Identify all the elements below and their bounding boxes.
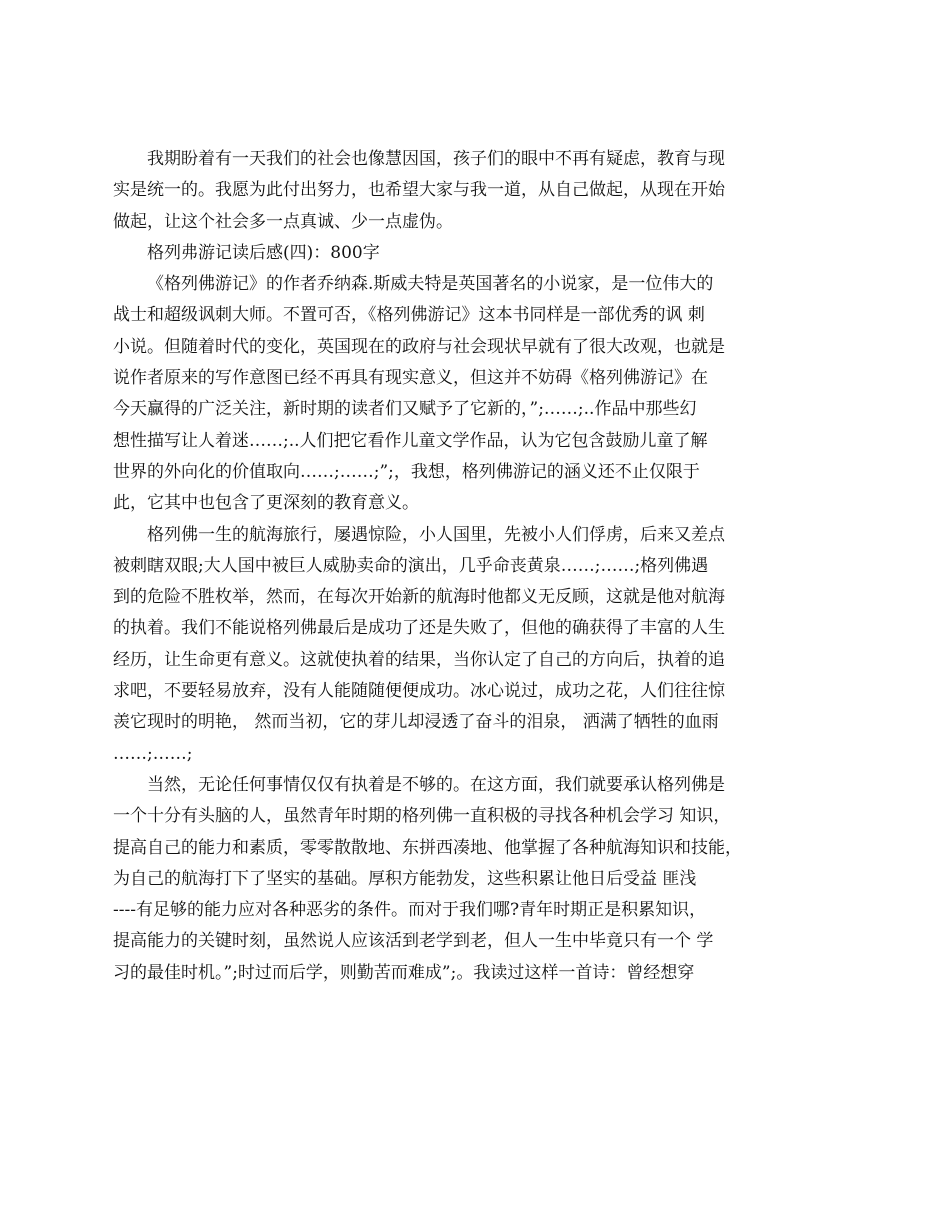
text-line: 提高能力的关键时刻，虽然说人应该活到老学到老，但人一生中毕竟只有一个 学 [113, 931, 714, 952]
document-body [113, 144, 833, 989]
paragraph [113, 770, 833, 989]
text-line: 实是统一的。我愿为此付出努力，也希望大家与我一道，从自己做起，从现在开始 [113, 180, 725, 201]
paragraph [113, 144, 833, 238]
text-line: 今天赢得的广泛关注，新时期的读者们又赋予了它新的，”;……;..作品中那些幻 [113, 399, 697, 420]
text-line: 《格列佛游记》的作者乔纳森.斯威夫特是英国著名的小说家，是一位伟大的 [147, 274, 714, 295]
text-line: 羡它现时的明艳， 然而当初，它的芽儿却浸透了奋斗的泪泉， 洒满了牺牲的血雨 [113, 712, 719, 733]
text-line: 小说。但随着时代的变化，英国现在的政府与社会现状早就有了很大改观，也就是 [113, 336, 725, 357]
text-line: 格列佛一生的航海旅行，屡遇惊险，小人国里，先被小人们俘虏，后来又差点 [147, 524, 725, 545]
text-line: 被刺瞎双眼;大人国中被巨人威胁卖命的演出，几乎命丧黄泉……;……;格列佛遇 [113, 555, 709, 576]
text-line: 想性描写让人着迷……;..人们把它看作儿童文学作品，认为它包含鼓励儿童了解 [113, 430, 708, 451]
text-line: 当然，无论任何事情仅仅有执着是不够的。在这方面，我们就要承认格列佛是 [147, 774, 725, 795]
text-line: 战士和超级讽刺大师。不置可否，《格列佛游记》这本书同样是一部优秀的讽 刺 [113, 305, 705, 326]
text-line: ……;……; [113, 743, 193, 764]
text-line: 一个十分有头脑的人，虽然青年时期的格列佛一直积极的寻找各种机会学习 知识， [113, 806, 731, 827]
text-line: 为自己的航海打下了坚实的基础。厚积方能勃发，这些积累让他日后受益 匪浅 [113, 868, 697, 889]
text-line: 我期盼着有一天我们的社会也像慧因国，孩子们的眼中不再有疑虑，教育与现 [147, 149, 725, 169]
text-line: 到的危险不胜枚举，然而，在每次开始新的航海时他都义无反顾，这就是他对航海 [113, 587, 725, 608]
text-line: 说作者原来的写作意图已经不再具有现实意义，但这并不妨碍《格列佛游记》在 [113, 368, 708, 389]
text-line: 此，它其中也包含了更深刻的教育意义。 [113, 493, 419, 514]
text-line: ----有足够的能力应对各种恶劣的条件。而对于我们哪?青年时期正是积累知识， [113, 900, 707, 921]
text-line: 世界的外向化的价值取向……;……;”;，我想，格列佛游记的涵义还不止仅限于 [113, 461, 700, 482]
paragraph [113, 520, 833, 770]
text-line: 的执着。我们不能说格列佛最后是成功了还是失败了，但他的确获得了丰富的人生 [113, 618, 725, 639]
text-line: 求吧，不要轻易放弃，没有人能随随便便成功。冰心说过，成功之花，人们往往惊 [113, 681, 725, 702]
paragraph [113, 238, 833, 269]
text-line: 做起，让这个社会多一点真诚、少一点虚伪。 [113, 211, 453, 232]
text-line: 提高自己的能力和素质，零零散散地、东拼西凑地、他掌握了各种航海知识和技能， [113, 837, 742, 858]
text-line: 格列弗游记读后感(四)：800字 [147, 242, 380, 263]
paragraph [113, 269, 833, 519]
text-line: 经历，让生命更有意义。这就使执着的结果，当你认定了自己的方向后，执着的追 [113, 649, 725, 670]
text-line: 习的最佳时机。”;时过而后学，则勤苦而难成”;。我读过这样一首诗：曾经想穿 [113, 962, 695, 983]
